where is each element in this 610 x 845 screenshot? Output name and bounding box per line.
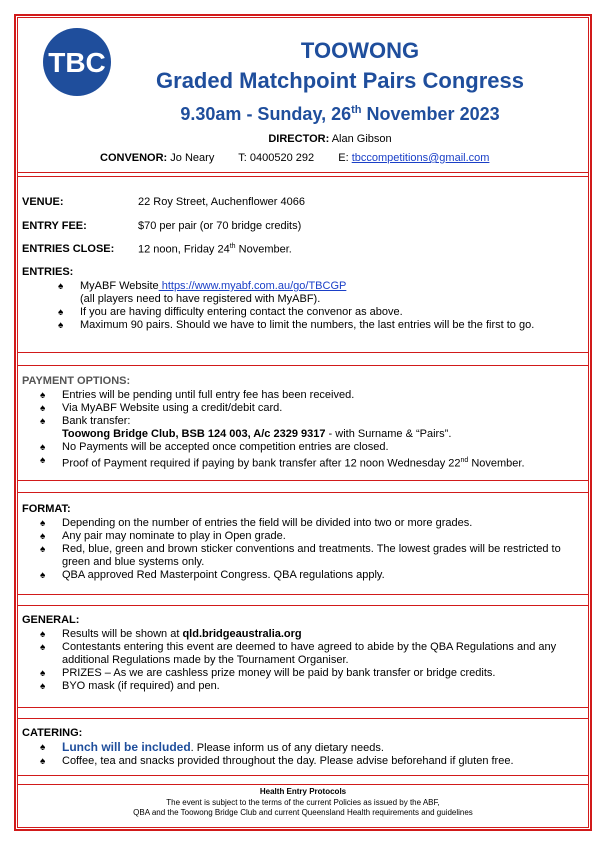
venue-label: VENUE: [22, 196, 64, 208]
list-item: (all players need to have registered with MyABF). [80, 293, 321, 305]
payment-list [40, 389, 590, 471]
divider [17, 172, 589, 173]
director-name: Alan Gibson [331, 133, 392, 145]
divider [17, 594, 589, 595]
event-subtitle: Graded Matchpoint Pairs Congress [156, 68, 524, 93]
fee-label: ENTRY FEE: [22, 220, 87, 232]
email-link[interactable]: tbccompetitions@gmail.com [351, 152, 490, 164]
event-title: TOOWONG [300, 38, 420, 63]
entries-list [58, 280, 588, 332]
list-item: ♠ Bank transfer: [40, 415, 131, 427]
event-date: 9.30am - Sunday, 26th November 2023 [180, 104, 500, 124]
myabf-link[interactable]: https://www.myabf.com.au/go/TBCGP [158, 280, 347, 292]
divider [17, 707, 589, 708]
divider [17, 775, 589, 776]
catering-heading: CATERING: [22, 727, 83, 739]
list-item: ♠ Red, blue, green and brown sticker conventions and treatments. The lowest grades will be restricted to green and blue systems only. [40, 543, 561, 568]
divider [17, 365, 589, 366]
divider [17, 784, 589, 785]
divider [17, 605, 589, 606]
convenor-label: CONVENOR: [100, 152, 168, 164]
fee-value: $70 per pair (or 70 bridge credits) [138, 220, 302, 232]
list-item: ♠ BYO mask (if required) and pen. [40, 680, 220, 692]
entries-heading: ENTRIES: [22, 266, 74, 278]
list-item: ♠ Coffee, tea and snacks provided throughout the day. Please advise beforehand if gluten free. [40, 755, 514, 767]
list-item: ♠ Proof of Payment required if paying by bank transfer after 12 noon Wednesday 22nd November. [40, 455, 525, 470]
close-label: ENTRIES CLOSE: [22, 243, 115, 255]
catering-list [40, 741, 590, 768]
list-item: ♠ Depending on the number of entries the field will be divided into two or more grades. [40, 517, 473, 529]
list-item: ♠ QBA approved Red Masterpoint Congress. QBA regulations apply. [40, 569, 385, 581]
list-item: ♠ PRIZES – As we are cashless prize money will be paid by bank transfer or bridge credits. [40, 667, 496, 679]
email-label: E: [338, 152, 349, 164]
list-item: Toowong Bridge Club, BSB 124 003, A/c 2329 9317 - with Surname & “Pairs”. [62, 428, 452, 440]
list-item: ♠ Results will be shown at qld.bridgeaustralia.org [40, 628, 302, 640]
format-list [40, 517, 590, 582]
list-item: ♠ No Payments will be accepted once competition entries are closed. [40, 441, 389, 453]
list-item: ♠ If you are having difficulty entering contact the convenor as above. [58, 306, 403, 318]
close-value: 12 noon, Friday 24th November. [138, 243, 292, 256]
director-label: DIRECTOR: [268, 133, 330, 145]
convenor-line [100, 152, 580, 164]
divider [17, 492, 589, 493]
phone-value: 0400520 292 [249, 152, 315, 164]
general-heading: GENERAL: [22, 614, 80, 626]
phone-label: T: [238, 152, 247, 164]
divider [17, 176, 589, 177]
venue-value: 22 Roy Street, Auchenflower 4066 [138, 196, 305, 208]
list-item: ♠ Contestants entering this event are deemed to have agreed to abide by the QBA Regulations and any additional Regulations made by the Tournament Organiser. [40, 641, 557, 666]
tbc-logo [42, 27, 112, 97]
list-item: ♠ Via MyABF Website using a credit/debit card. [40, 402, 283, 414]
list-item: ♠ MyABF Website https://www.myabf.com.au/go/TBCGP [58, 280, 347, 292]
convenor-name: Jo Neary [170, 152, 215, 164]
format-heading: FORMAT: [22, 503, 71, 515]
general-list [40, 628, 590, 693]
divider [17, 352, 589, 353]
divider [17, 718, 589, 719]
logo-text: TBC [48, 47, 106, 78]
list-item: ♠ Entries will be pending until full entry fee has been received. [40, 389, 355, 401]
health-text: The event is subject to the terms of the current Policies as issued by the ABF, QBA and the Toowong Bridge Club and current Queensland Health requirements and guidelines [133, 798, 473, 817]
list-item: ♠ Any pair may nominate to play in Open grade. [40, 530, 286, 542]
director-line [150, 133, 510, 145]
health-title: Health Entry Protocols [259, 787, 347, 796]
list-item: ♠ Maximum 90 pairs. Should we have to limit the numbers, the last entries will be the first to go. [58, 319, 535, 331]
divider [17, 480, 589, 481]
payment-heading: PAYMENT OPTIONS: [22, 375, 131, 387]
list-item: ♠ Lunch will be included. Please inform us of any dietary needs. [40, 740, 384, 754]
